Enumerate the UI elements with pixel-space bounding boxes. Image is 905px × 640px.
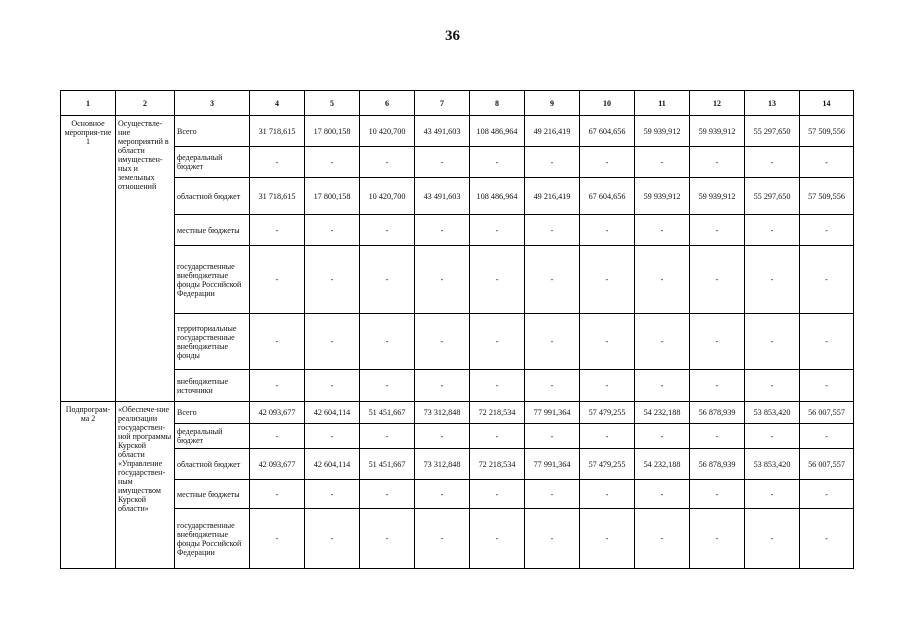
value-cell: -	[635, 314, 690, 370]
value-cell: 73 312,848	[415, 402, 470, 424]
value-cell: -	[360, 480, 415, 509]
value-cell: -	[415, 509, 470, 569]
column-header-9: 9	[525, 91, 580, 116]
value-cell: 57 509,556	[800, 116, 854, 147]
funding-source-label: Всего	[175, 116, 250, 147]
column-header-13: 13	[745, 91, 800, 116]
value-cell: -	[415, 215, 470, 246]
column-header-6: 6	[360, 91, 415, 116]
funding-source-label: внебюджетные источники	[175, 370, 250, 402]
column-header-11: 11	[635, 91, 690, 116]
value-cell: -	[415, 246, 470, 314]
value-cell: -	[800, 424, 854, 449]
value-cell: -	[580, 509, 635, 569]
value-cell: 67 604,656	[580, 116, 635, 147]
value-cell: -	[800, 370, 854, 402]
value-cell: -	[525, 147, 580, 178]
value-cell: 49 216,419	[525, 178, 580, 215]
value-cell: 53 853,420	[745, 449, 800, 480]
column-header-7: 7	[415, 91, 470, 116]
group-description: Осуществле-ние мероприятий в области имуществен-ных и земельных отношений	[116, 116, 175, 402]
value-cell: -	[690, 215, 745, 246]
table-body	[61, 91, 854, 569]
value-cell: 108 486,964	[470, 178, 525, 215]
value-cell: 42 604,114	[305, 449, 360, 480]
table-row	[61, 116, 854, 147]
value-cell: -	[635, 424, 690, 449]
value-cell: -	[690, 509, 745, 569]
value-cell: -	[800, 314, 854, 370]
value-cell: -	[690, 314, 745, 370]
header-row	[61, 91, 854, 116]
value-cell: -	[690, 370, 745, 402]
value-cell: 17 800,158	[305, 116, 360, 147]
value-cell: 77 991,364	[525, 402, 580, 424]
value-cell: -	[415, 480, 470, 509]
value-cell: -	[415, 424, 470, 449]
column-header-3: 3	[175, 91, 250, 116]
value-cell: -	[635, 509, 690, 569]
column-header-4: 4	[250, 91, 305, 116]
value-cell: -	[580, 424, 635, 449]
value-cell: -	[745, 215, 800, 246]
table-row	[61, 246, 854, 314]
value-cell: -	[635, 480, 690, 509]
value-cell: 59 939,912	[690, 116, 745, 147]
value-cell: 57 509,556	[800, 178, 854, 215]
value-cell: 42 093,677	[250, 402, 305, 424]
value-cell: 17 800,158	[305, 178, 360, 215]
funding-source-label: местные бюджеты	[175, 480, 250, 509]
table-row	[61, 402, 854, 424]
table-row	[61, 424, 854, 449]
value-cell: -	[360, 509, 415, 569]
value-cell: -	[745, 147, 800, 178]
value-cell: -	[525, 424, 580, 449]
value-cell: 51 451,667	[360, 449, 415, 480]
column-header-1: 1	[61, 91, 116, 116]
value-cell: 59 939,912	[635, 178, 690, 215]
value-cell: 55 297,650	[745, 116, 800, 147]
value-cell: -	[305, 480, 360, 509]
column-header-10: 10	[580, 91, 635, 116]
value-cell: -	[250, 509, 305, 569]
value-cell: 72 218,534	[470, 402, 525, 424]
value-cell: -	[360, 314, 415, 370]
value-cell: -	[305, 370, 360, 402]
value-cell: 42 093,677	[250, 449, 305, 480]
value-cell: -	[305, 147, 360, 178]
column-header-5: 5	[305, 91, 360, 116]
column-header-2: 2	[116, 91, 175, 116]
value-cell: -	[305, 424, 360, 449]
value-cell: -	[635, 215, 690, 246]
value-cell: -	[305, 246, 360, 314]
value-cell: -	[690, 147, 745, 178]
value-cell: -	[800, 480, 854, 509]
value-cell: -	[250, 370, 305, 402]
group-description: «Обеспече-ние реализации государствен-ной программы Курской области «Управление государствен-ным имуществом Курской области»	[116, 402, 175, 569]
column-header-8: 8	[470, 91, 525, 116]
group-title: Основное мероприя-тие 1	[61, 116, 116, 402]
funding-source-label: государственные внебюджетные фонды Российской Федерации	[175, 246, 250, 314]
group-title: Подпрограм-ма 2	[61, 402, 116, 569]
value-cell: -	[800, 246, 854, 314]
value-cell: -	[250, 215, 305, 246]
value-cell: 51 451,667	[360, 402, 415, 424]
value-cell: -	[415, 147, 470, 178]
value-cell: -	[745, 424, 800, 449]
value-cell: -	[580, 480, 635, 509]
funding-source-label: территориальные государственные внебюджетные фонды	[175, 314, 250, 370]
value-cell: 56 007,557	[800, 449, 854, 480]
funding-source-label: областной бюджет	[175, 178, 250, 215]
value-cell: 59 939,912	[635, 116, 690, 147]
value-cell: -	[470, 370, 525, 402]
value-cell: 55 297,650	[745, 178, 800, 215]
value-cell: 54 232,188	[635, 402, 690, 424]
value-cell: 77 991,364	[525, 449, 580, 480]
table-row	[61, 178, 854, 215]
value-cell: -	[360, 147, 415, 178]
page-number: 36	[445, 28, 460, 44]
value-cell: 57 479,255	[580, 449, 635, 480]
value-cell: -	[525, 509, 580, 569]
value-cell: -	[470, 424, 525, 449]
value-cell: -	[250, 314, 305, 370]
value-cell: -	[250, 480, 305, 509]
value-cell: -	[690, 246, 745, 314]
value-cell: -	[690, 480, 745, 509]
value-cell: 10 420,700	[360, 116, 415, 147]
value-cell: -	[525, 314, 580, 370]
value-cell: -	[415, 370, 470, 402]
value-cell: 57 479,255	[580, 402, 635, 424]
value-cell: 53 853,420	[745, 402, 800, 424]
value-cell: -	[525, 480, 580, 509]
value-cell: 43 491,603	[415, 116, 470, 147]
value-cell: -	[250, 424, 305, 449]
value-cell: -	[305, 314, 360, 370]
value-cell: -	[470, 509, 525, 569]
value-cell: -	[745, 314, 800, 370]
table-row	[61, 480, 854, 509]
table-row	[61, 449, 854, 480]
value-cell: -	[745, 509, 800, 569]
value-cell: 31 718,615	[250, 178, 305, 215]
funding-source-label: федеральный бюджет	[175, 147, 250, 178]
funding-source-label: областной бюджет	[175, 449, 250, 480]
value-cell: 67 604,656	[580, 178, 635, 215]
table-row	[61, 147, 854, 178]
value-cell: 72 218,534	[470, 449, 525, 480]
value-cell: -	[800, 509, 854, 569]
value-cell: -	[800, 147, 854, 178]
value-cell: -	[745, 370, 800, 402]
value-cell: -	[360, 424, 415, 449]
value-cell: -	[580, 314, 635, 370]
table-row	[61, 215, 854, 246]
value-cell: 49 216,419	[525, 116, 580, 147]
value-cell: -	[635, 147, 690, 178]
value-cell: -	[580, 147, 635, 178]
table-row	[61, 509, 854, 569]
value-cell: 56 878,939	[690, 449, 745, 480]
value-cell: -	[415, 314, 470, 370]
value-cell: -	[580, 246, 635, 314]
value-cell: -	[250, 147, 305, 178]
column-header-12: 12	[690, 91, 745, 116]
value-cell: 54 232,188	[635, 449, 690, 480]
value-cell: -	[470, 246, 525, 314]
funding-source-label: федеральный бюджет	[175, 424, 250, 449]
value-cell: -	[525, 246, 580, 314]
value-cell: -	[690, 424, 745, 449]
funding-source-label: государственные внебюджетные фонды Российской Федерации	[175, 509, 250, 569]
value-cell: 42 604,114	[305, 402, 360, 424]
value-cell: -	[580, 370, 635, 402]
value-cell: 56 007,557	[800, 402, 854, 424]
value-cell: -	[470, 215, 525, 246]
value-cell: 56 878,939	[690, 402, 745, 424]
table-row	[61, 370, 854, 402]
column-header-14: 14	[800, 91, 854, 116]
value-cell: -	[635, 370, 690, 402]
value-cell: 43 491,603	[415, 178, 470, 215]
funding-source-label: местные бюджеты	[175, 215, 250, 246]
value-cell: -	[580, 215, 635, 246]
funding-source-label: Всего	[175, 402, 250, 424]
value-cell: -	[525, 370, 580, 402]
value-cell: -	[305, 215, 360, 246]
budget-table	[60, 90, 854, 569]
value-cell: -	[745, 480, 800, 509]
value-cell: -	[360, 370, 415, 402]
value-cell: -	[360, 215, 415, 246]
value-cell: -	[470, 314, 525, 370]
value-cell: 108 486,964	[470, 116, 525, 147]
value-cell: -	[745, 246, 800, 314]
value-cell: 10 420,700	[360, 178, 415, 215]
value-cell: -	[360, 246, 415, 314]
value-cell: -	[470, 480, 525, 509]
value-cell: -	[250, 246, 305, 314]
value-cell: 59 939,912	[690, 178, 745, 215]
value-cell: -	[525, 215, 580, 246]
value-cell: -	[470, 147, 525, 178]
table-row	[61, 314, 854, 370]
value-cell: -	[635, 246, 690, 314]
value-cell: 31 718,615	[250, 116, 305, 147]
value-cell: 73 312,848	[415, 449, 470, 480]
value-cell: -	[305, 509, 360, 569]
value-cell: -	[800, 215, 854, 246]
